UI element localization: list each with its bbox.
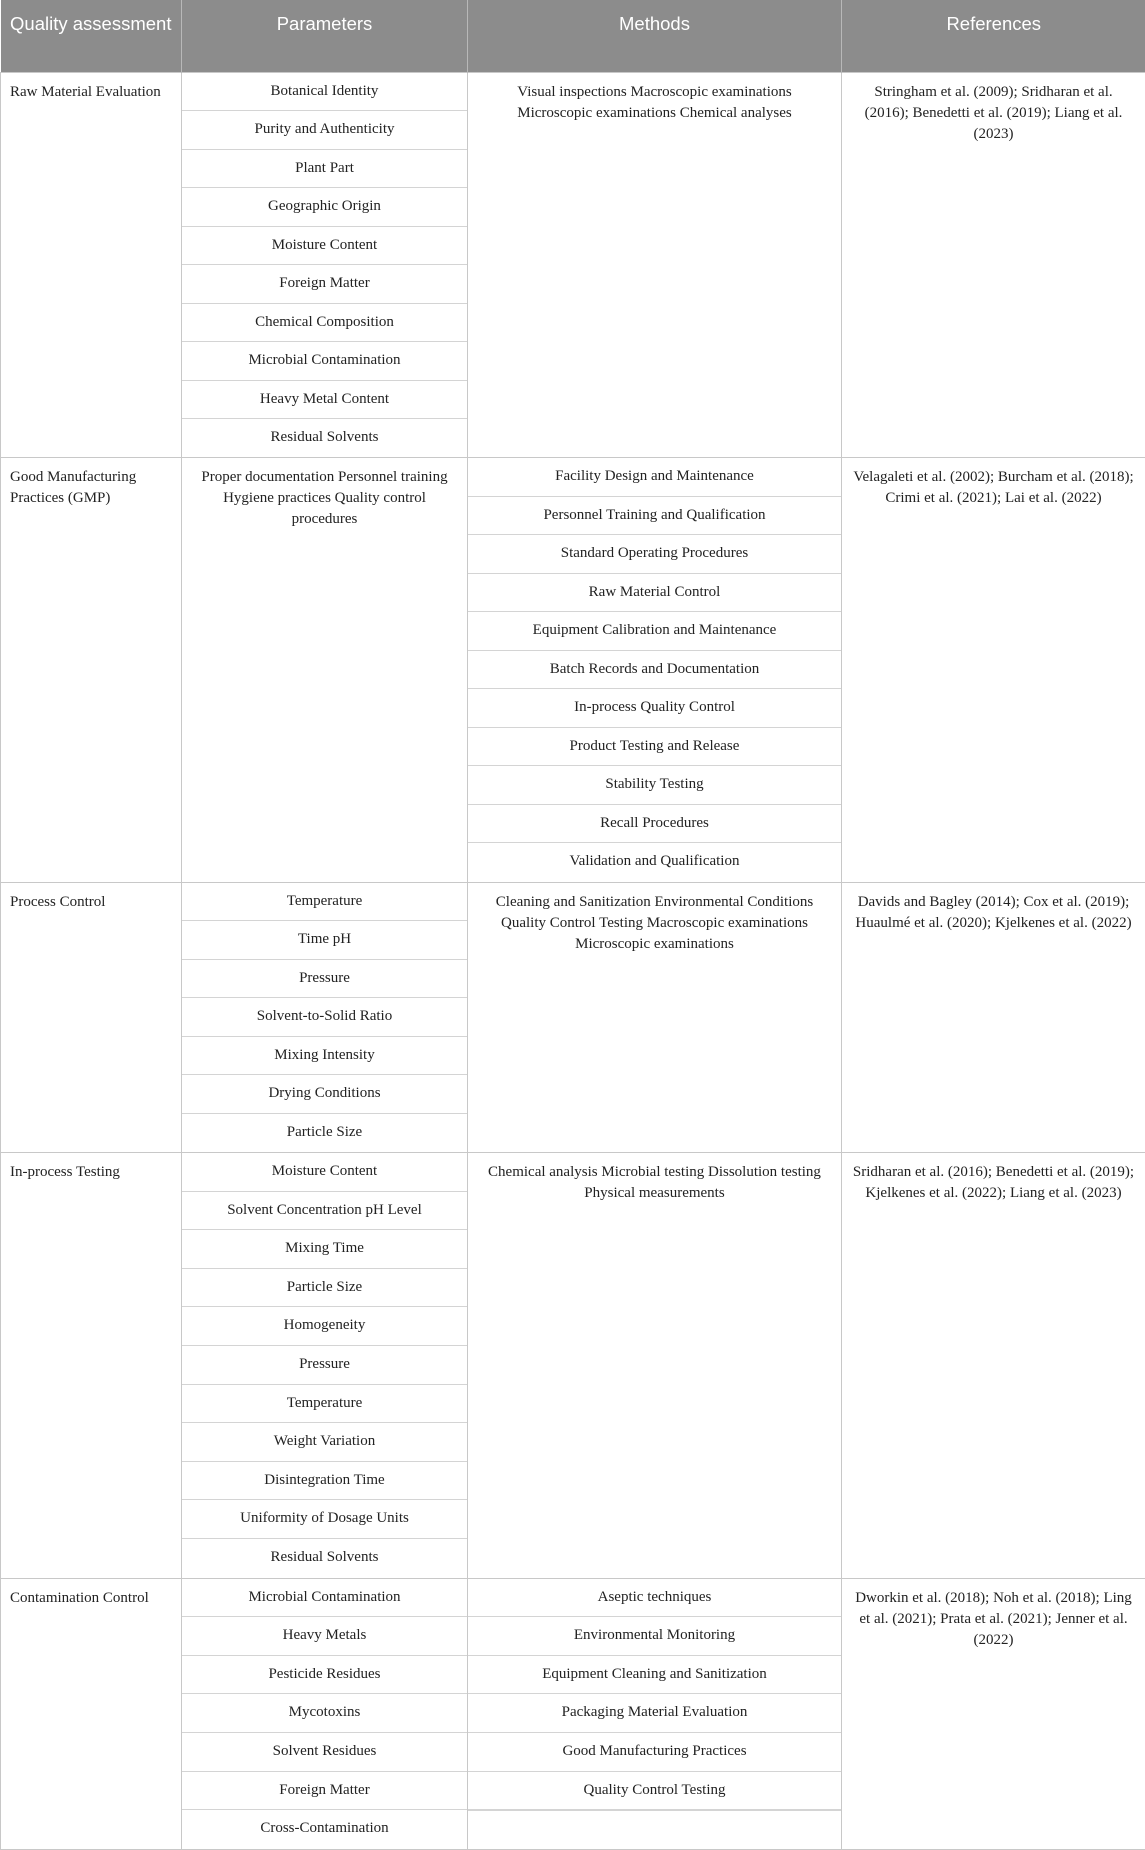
- parameter-item: Particle Size: [182, 1114, 467, 1153]
- category-cell: Raw Material Evaluation: [1, 72, 182, 458]
- parameter-item: Weight Variation: [182, 1423, 467, 1462]
- table-row: [1, 72, 1145, 458]
- parameter-item: Purity and Authenticity: [182, 111, 467, 150]
- parameter-item: Drying Conditions: [182, 1075, 467, 1114]
- parameter-item: Mixing Time: [182, 1230, 467, 1269]
- parameter-item: Mycotoxins: [182, 1694, 467, 1733]
- parameter-item: Geographic Origin: [182, 188, 467, 227]
- parameter-item: Temperature: [182, 883, 467, 922]
- method-item: In-process Quality Control: [468, 689, 841, 728]
- method-item: Equipment Calibration and Maintenance: [468, 612, 841, 651]
- parameters-cell: [182, 1578, 468, 1849]
- header-quality-assessment: Quality assessment: [1, 0, 182, 72]
- table-row: [1, 458, 1145, 883]
- category-cell: Good Manufacturing Practices (GMP): [1, 458, 182, 883]
- parameter-item: Time pH: [182, 921, 467, 960]
- references-cell: Stringham et al. (2009); Sridharan et al. (2016); Benedetti et al. (2019); Liang et al. (2023): [842, 72, 1145, 458]
- methods-cell: Cleaning and Sanitization Environmental Conditions Quality Control Testing Macroscopic examinations Microscopic examinations: [468, 882, 842, 1153]
- references-cell: Velagaleti et al. (2002); Burcham et al. (2018); Crimi et al. (2021); Lai et al. (2022): [842, 458, 1145, 883]
- method-item: Packaging Material Evaluation: [468, 1694, 841, 1733]
- methods-cell: Visual inspections Macroscopic examinations Microscopic examinations Chemical analyses: [468, 72, 842, 458]
- references-cell: Sridharan et al. (2016); Benedetti et al. (2019); Kjelkenes et al. (2022); Liang et al. (2023): [842, 1153, 1145, 1579]
- parameter-item: Residual Solvents: [182, 419, 467, 457]
- method-item: Raw Material Control: [468, 574, 841, 613]
- parameter-item: Mixing Intensity: [182, 1037, 467, 1076]
- method-item: Quality Control Testing: [468, 1772, 841, 1811]
- parameter-item: Solvent Concentration pH Level: [182, 1192, 467, 1231]
- category-cell: In-process Testing: [1, 1153, 182, 1579]
- method-item: Recall Procedures: [468, 805, 841, 844]
- parameter-item: Botanical Identity: [182, 73, 467, 112]
- parameter-item: Heavy Metals: [182, 1617, 467, 1656]
- header-parameters: Parameters: [182, 0, 468, 72]
- parameter-item: Pressure: [182, 1346, 467, 1385]
- parameter-item: Moisture Content: [182, 1153, 467, 1192]
- parameters-cell: [182, 1153, 468, 1579]
- parameter-item: Residual Solvents: [182, 1539, 467, 1578]
- table-row: [1, 882, 1145, 1153]
- method-item: Standard Operating Procedures: [468, 535, 841, 574]
- method-item: Product Testing and Release: [468, 728, 841, 767]
- parameter-item: Cross-Contamination: [182, 1810, 467, 1849]
- method-item: Batch Records and Documentation: [468, 651, 841, 690]
- parameter-item: Foreign Matter: [182, 1772, 467, 1811]
- parameter-item: Particle Size: [182, 1269, 467, 1308]
- header-methods: Methods: [468, 0, 842, 72]
- parameter-item: Pressure: [182, 960, 467, 999]
- parameters-cell: [182, 882, 468, 1153]
- header-references: References: [842, 0, 1145, 72]
- parameter-item: Solvent Residues: [182, 1733, 467, 1772]
- method-item: Facility Design and Maintenance: [468, 458, 841, 497]
- parameter-item: Moisture Content: [182, 227, 467, 266]
- parameter-item: Heavy Metal Content: [182, 381, 467, 420]
- method-item: Personnel Training and Qualification: [468, 497, 841, 536]
- method-item: Environmental Monitoring: [468, 1617, 841, 1656]
- parameter-item: Plant Part: [182, 150, 467, 189]
- references-cell: Davids and Bagley (2014); Cox et al. (2019); Huaulmé et al. (2020); Kjelkenes et al. (2022): [842, 882, 1145, 1153]
- method-item: Equipment Cleaning and Sanitization: [468, 1656, 841, 1695]
- table-row: [1, 1578, 1145, 1849]
- methods-cell: Chemical analysis Microbial testing Dissolution testing Physical measurements: [468, 1153, 842, 1579]
- category-cell: Process Control: [1, 882, 182, 1153]
- category-cell: Contamination Control: [1, 1578, 182, 1849]
- parameter-item: Chemical Composition: [182, 304, 467, 343]
- references-cell: Dworkin et al. (2018); Noh et al. (2018); Ling et al. (2021); Prata et al. (2021); Jenner et al. (2022): [842, 1578, 1145, 1849]
- parameter-item: Temperature: [182, 1385, 467, 1424]
- method-item: Good Manufacturing Practices: [468, 1733, 841, 1772]
- table-header-row: [1, 0, 1145, 72]
- method-item: Validation and Qualification: [468, 843, 841, 882]
- parameter-item: Uniformity of Dosage Units: [182, 1500, 467, 1539]
- parameter-item: Solvent-to-Solid Ratio: [182, 998, 467, 1037]
- parameters-cell: Proper documentation Personnel training Hygiene practices Quality control procedures: [182, 458, 468, 883]
- parameter-item: Disintegration Time: [182, 1462, 467, 1501]
- parameter-item: Microbial Contamination: [182, 1579, 467, 1618]
- parameter-item: Pesticide Residues: [182, 1656, 467, 1695]
- table-row: [1, 1153, 1145, 1579]
- parameter-item: Foreign Matter: [182, 265, 467, 304]
- methods-cell: [468, 1578, 842, 1849]
- method-item: Aseptic techniques: [468, 1579, 841, 1618]
- parameter-item: Homogeneity: [182, 1307, 467, 1346]
- parameter-item: Microbial Contamination: [182, 342, 467, 381]
- methods-cell: [468, 458, 842, 883]
- method-item: Stability Testing: [468, 766, 841, 805]
- parameters-cell: [182, 72, 468, 458]
